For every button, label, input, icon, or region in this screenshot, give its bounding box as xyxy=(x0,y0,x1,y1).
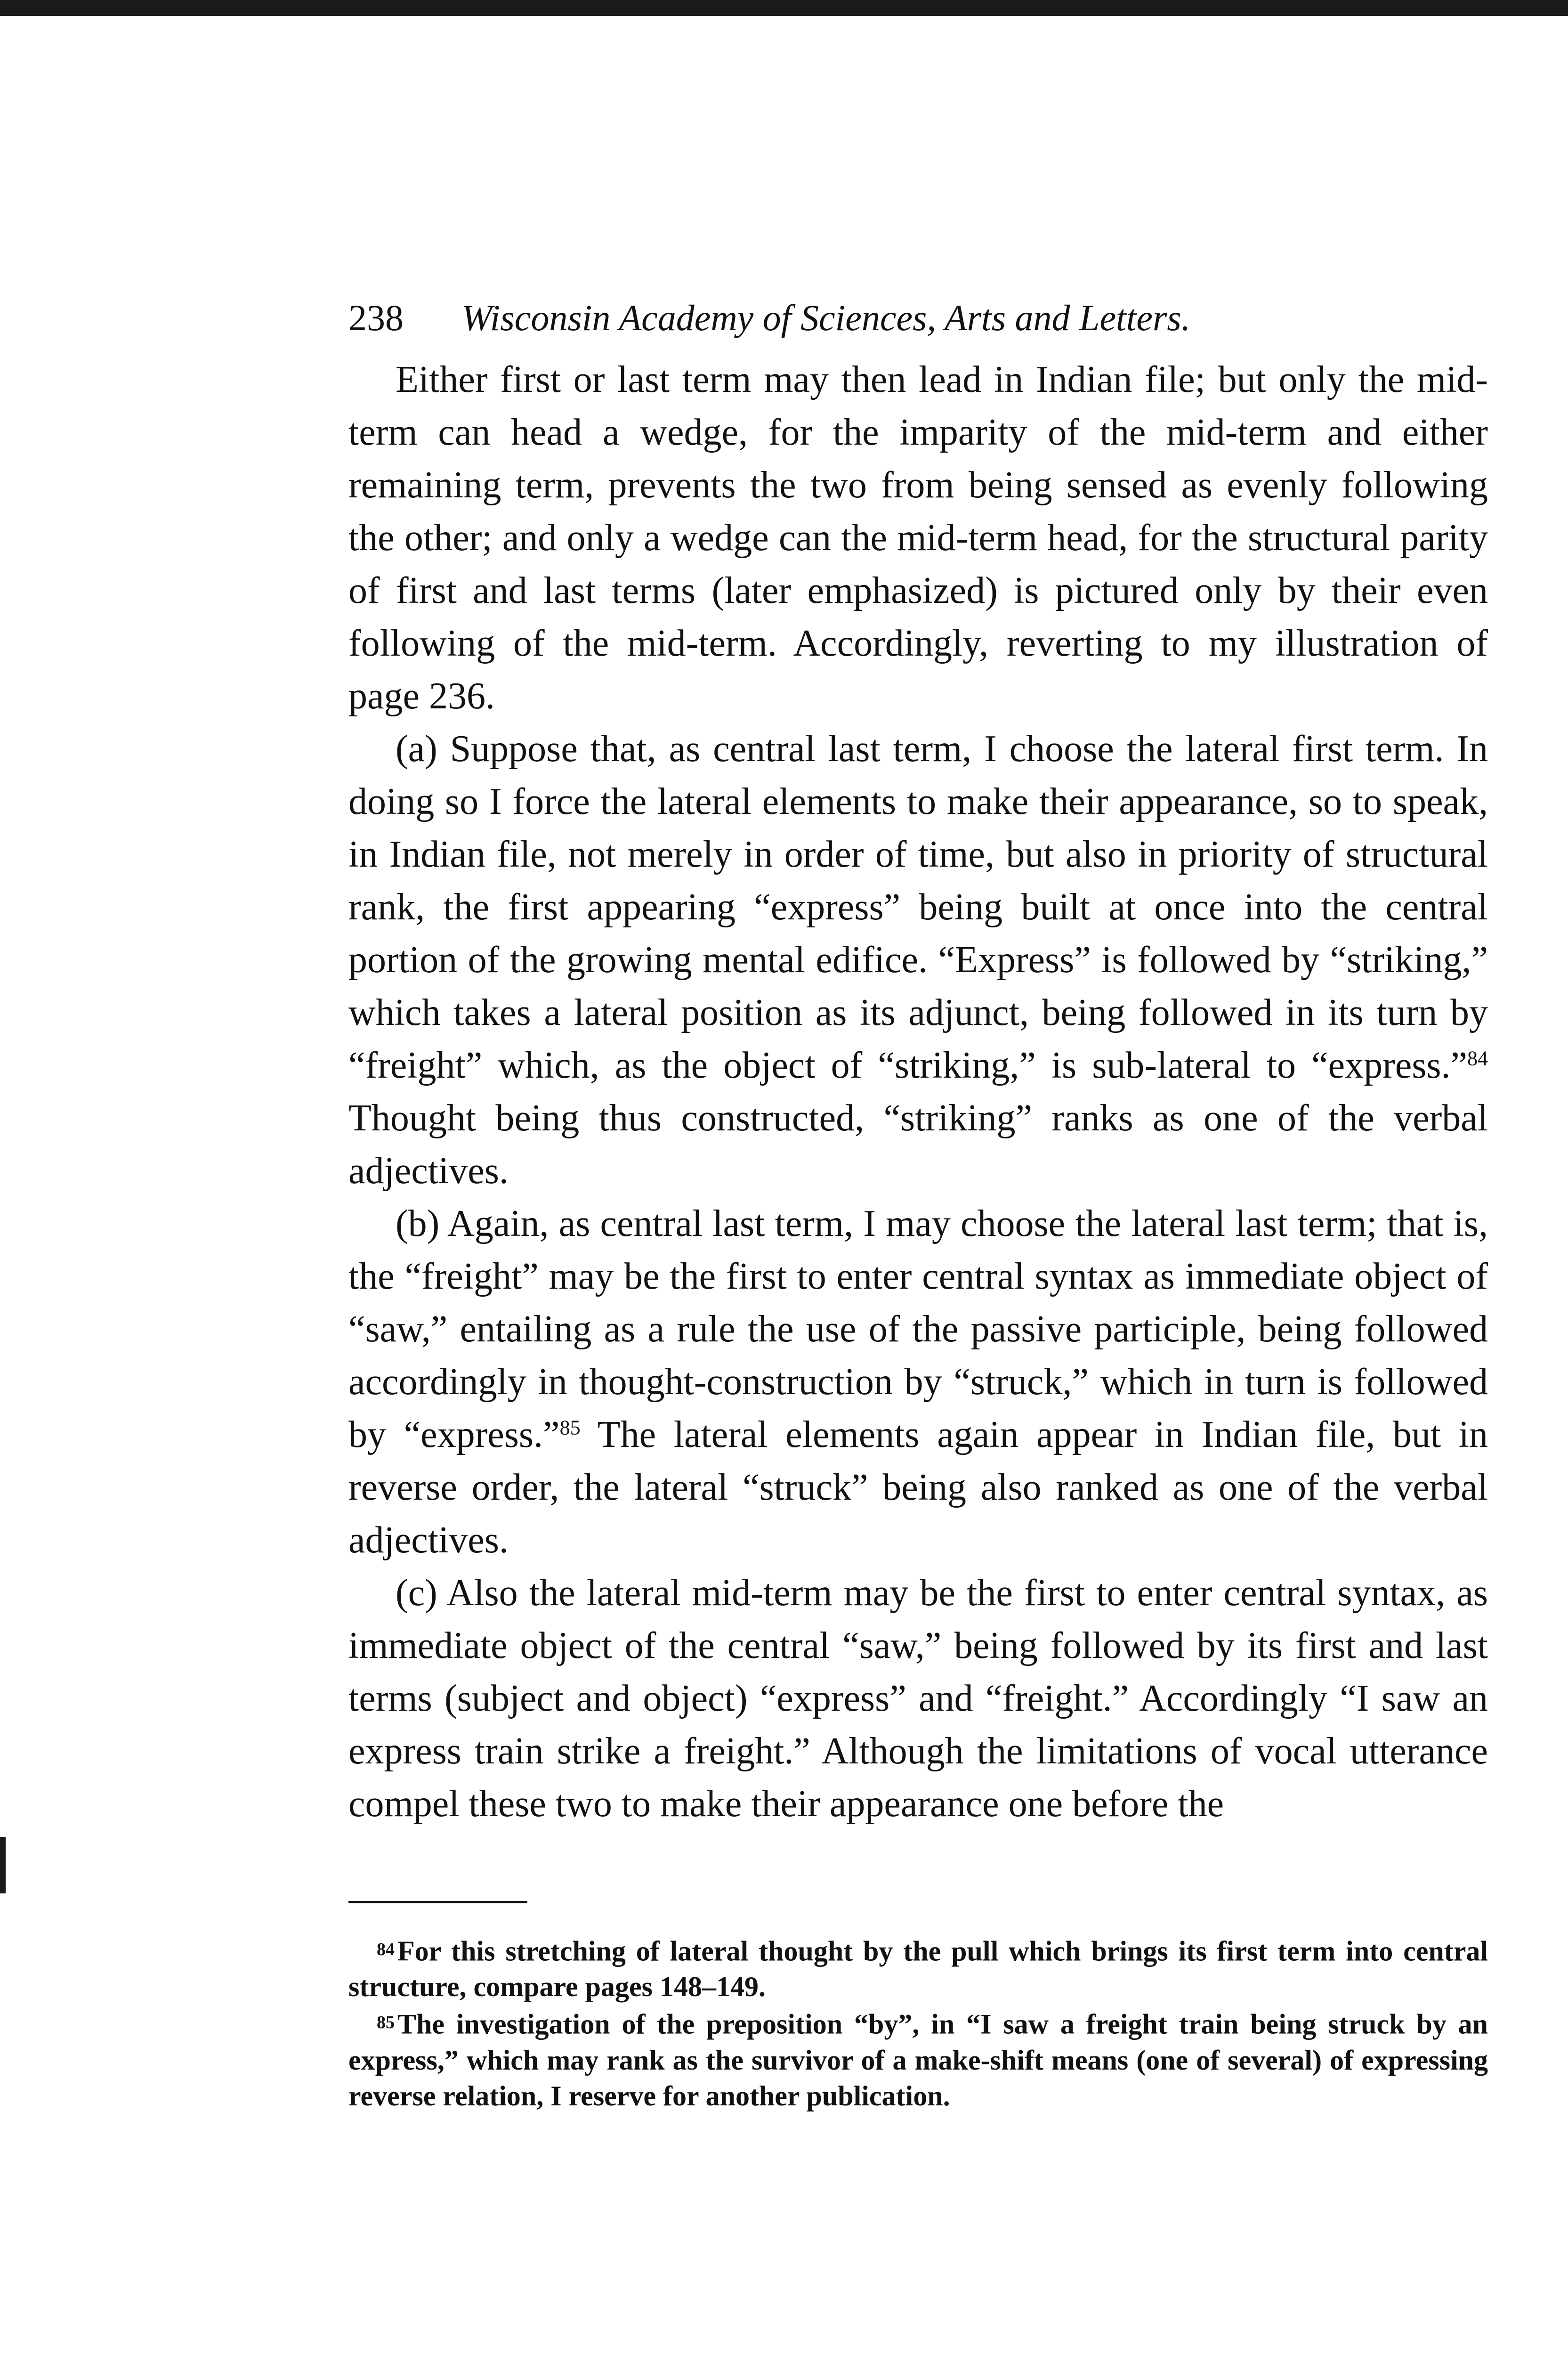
footnote-text: For this stretching of lateral thought by the pull which brings its first term into central structure, compare pages 148–149. xyxy=(348,1935,1488,2003)
paragraph-2 xyxy=(348,723,1488,1197)
paragraph-3-text: (b) Again, as central last term, I may choose the lateral last term; that is, the “freight” may be the first to enter central syntax as immediate object of “saw,” entailing as a rule the use of the passive participle, being followed accordingly in thought-construction by “struck,” which in turn is followed by “express.” xyxy=(348,1203,1488,1455)
running-title: Wisconsin Academy of Sciences, Arts and Letters. xyxy=(461,297,1191,338)
body-text xyxy=(348,353,1488,1830)
page-number: 238 xyxy=(348,297,404,338)
paragraph-1: Either first or last term may then lead in Indian file; but only the mid-term can head a wedge, for the imparity of the mid-term and either remaining term, prevents the two from being sensed as evenly following the other; and only a wedge can the mid-term head, for the structural parity of first and last terms (later emphasized) is pictured only by their even following of the mid-term. Accordingly, reverting to my illustration of page 236. xyxy=(348,359,1488,717)
scan-edge-top xyxy=(0,0,1568,16)
paragraph-4: (c) Also the lateral mid-term may be the first to enter central syntax, as immediate object of the central “saw,” being followed by its first and last terms (subject and object) “express” and “freight.” Accordingly “I saw an express train strike a freight.” Although the limitations of vocal utterance compel these two to make their appearance one before the xyxy=(348,1572,1488,1825)
footnote-ref-84: 84 xyxy=(1467,1047,1488,1070)
paragraph-2-text: (a) Suppose that, as central last term, I choose the lateral first term. In doing so I force the lateral elements to make their appearance, so to speak, in Indian file, not merely in order of time, but also in priority of structural rank, the first appearing “express” being built at once into the central portion of the growing mental edifice. “Express” is followed by “striking,” which takes a lateral position as its adjunct, being followed in its turn by “freight” which, as the object of “striking,” is sub-lateral to “express.” xyxy=(348,728,1488,1086)
paragraph-2-continuation: Thought being thus constructed, “striking” ranks as one of the verbal adjectives. xyxy=(348,1097,1488,1192)
footnote-divider xyxy=(348,1901,527,1903)
scan-edge-mark xyxy=(0,1837,6,1893)
book-page xyxy=(348,283,1488,2114)
page-header xyxy=(348,283,1488,353)
footnote-text: The investigation of the preposition “by”, in “I saw a freight train being struck by an express,” which may rank as the survivor of a make-shift means (one of several) of expressing reverse relation, I reserve for another publication. xyxy=(348,2008,1488,2111)
footnote-85 xyxy=(348,2005,1488,2113)
paragraph-3 xyxy=(348,1197,1488,1567)
footnote-mark: 85 xyxy=(377,2013,395,2033)
paragraph-3-continuation: The lateral elements again appear in Indian file, but in reverse order, the lateral “struck” being also ranked as one of the verbal adjectives. xyxy=(348,1414,1488,1561)
footnote-mark: 84 xyxy=(377,1940,395,1959)
footnote-ref-85: 85 xyxy=(559,1416,581,1439)
footnote-84 xyxy=(348,1932,1488,2005)
footnotes xyxy=(348,1932,1488,2114)
